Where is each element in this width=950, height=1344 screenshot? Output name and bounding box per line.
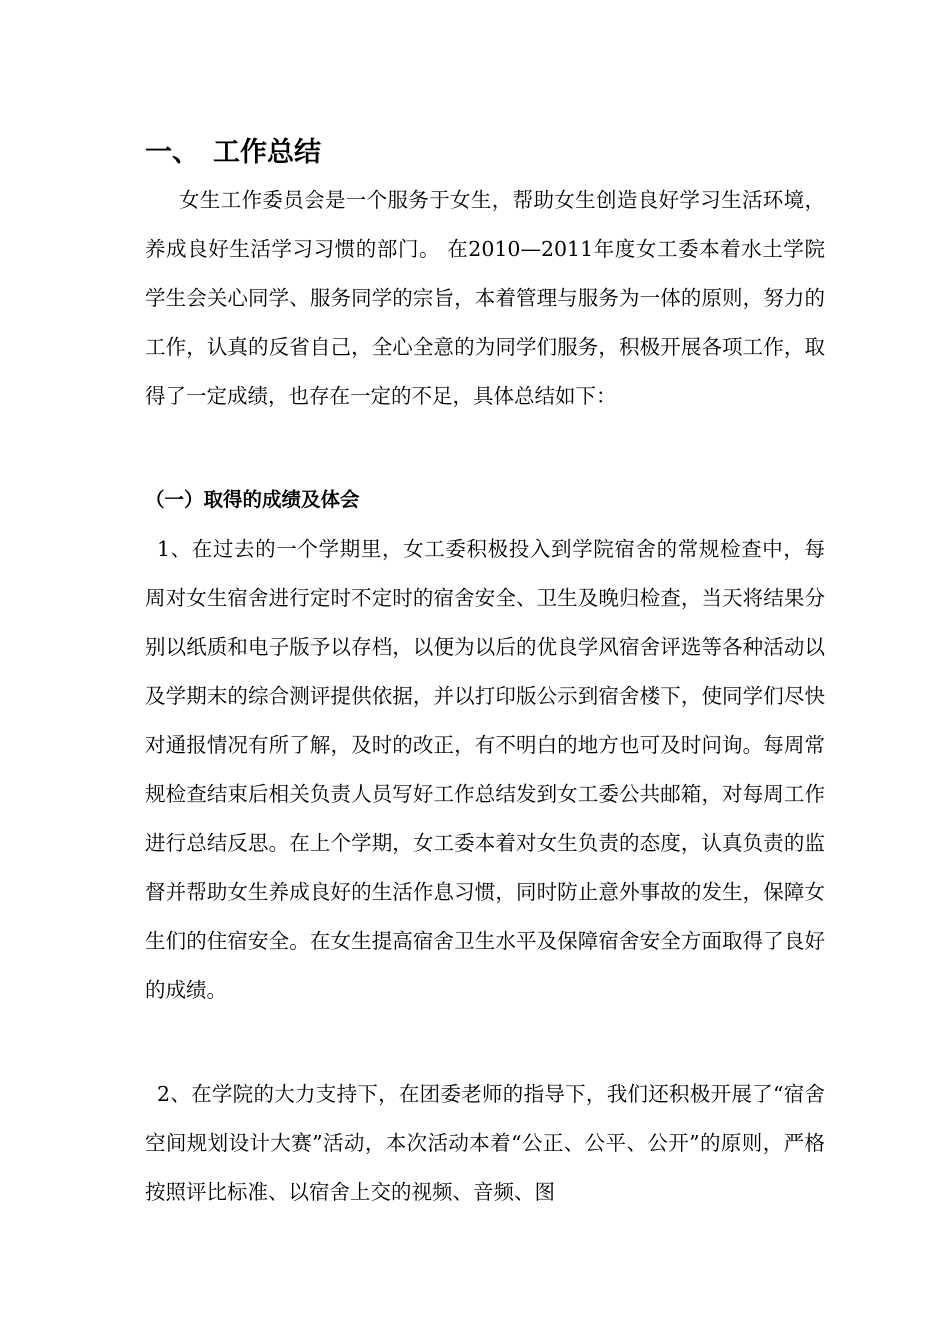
achievement-paragraph-2: 2、在学院的大力支持下，在团委老师的指导下，我们还积极开展了“宿舍空间规划设计大赛”活动，本次活动本着“公正、公平、公开”的原则，严格按照评比标准、以宿舍上交的视频、音频、图 (145, 1082, 825, 1204)
achievement-paragraph-1: 1、在过去的一个学期里，女工委积极投入到学院宿舍的常规检查中，每周对女生宿舍进行定时不定时的宿舍安全、卫生及晚归检查，当天将结果分别以纸质和电子版予以存档，以便为以后的优良学风宿舍评选等各种活动以及学期末的综合测评提供依据，并以打印版公示到宿舍楼下，使同学们尽快对通报情况有所了解，及时的改正，有不明白的地方也可及时问询。每周常规检查结束后相关负责人员写好工作总结发到女工委公共邮箱，对每周工作进行总结反思。在上个学期，女工委本着对女生负责的态度，认真负责的监督并帮助女生养成良好的生活作息习惯，同时防止意外事故的发生，保障女生们的住宿安全。在女生提高宿舍卫生水平及保障宿舍安全方面取得了良好的成绩。 (145, 537, 825, 1002)
section-heading (145, 133, 321, 173)
intro-paragraph: 女生工作委员会是一个服务于女生，帮助女生创造良好学习生活环境，养成良好生活学习习惯的部门。 在2010—2011年度女工委本着水土学院学生会关心同学、服务同学的宗旨，本着管理与服务为一体的原则，努力的工作，认真的反省自己，全心全意的为同学们服务，积极开展各项工作，取得了一定成绩，也存在一定的不足，具体总结如下： (145, 188, 825, 408)
section-number: 一、 (145, 137, 199, 168)
subsection-heading: （一）取得的成绩及体会 (145, 488, 360, 511)
section-title: 工作总结 (213, 137, 321, 168)
